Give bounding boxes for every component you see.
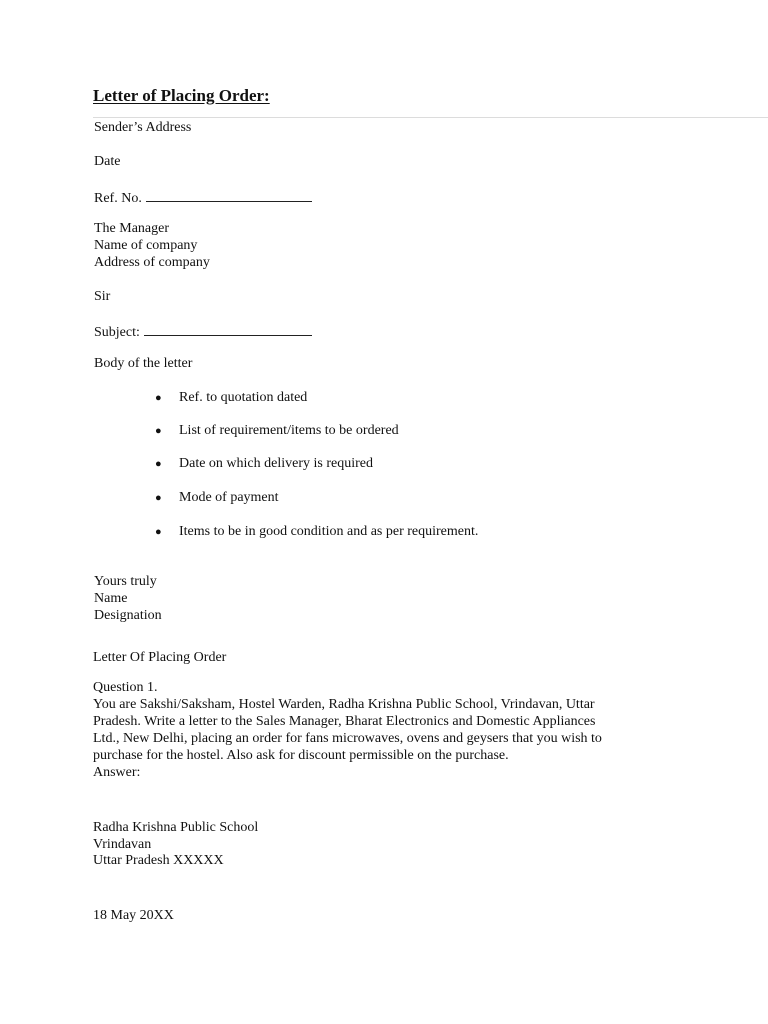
address-line-2: Vrindavan — [93, 837, 152, 852]
recipient-line-1: The Manager — [94, 221, 170, 236]
salutation: Sir — [94, 289, 111, 304]
bullet-icon: ● — [155, 458, 162, 470]
senders-address: Sender’s Address — [94, 120, 192, 135]
question-line-4: purchase for the hostel. Also ask for discount permissible on the purchase. — [93, 748, 509, 763]
header-divider — [93, 117, 768, 118]
example-heading: Letter Of Placing Order — [93, 650, 227, 665]
bullet-text: Mode of payment — [179, 490, 279, 505]
address-line-1: Radha Krishna Public School — [93, 820, 259, 835]
bullet-icon: ● — [155, 425, 162, 437]
closing-line-2: Name — [94, 591, 128, 606]
closing-line-3: Designation — [94, 608, 162, 623]
bullet-text: Items to be in good condition and as per requirement. — [179, 524, 479, 539]
question-line-1: You are Sakshi/Saksham, Hostel Warden, Radha Krishna Public School, Vrindavan, Uttar — [93, 697, 595, 712]
ref-no-blank — [146, 188, 312, 202]
subject-line — [94, 322, 312, 342]
address-line-3: Uttar Pradesh XXXXX — [93, 853, 224, 868]
bullet-icon: ● — [155, 492, 162, 504]
example-date: 18 May 20XX — [93, 908, 174, 923]
bullet-icon: ● — [155, 392, 162, 404]
question-line-3: Ltd., New Delhi, placing an order for fans microwaves, ovens and geysers that you wish to — [93, 731, 602, 746]
bullet-text: Ref. to quotation dated — [179, 390, 308, 405]
question-label: Question 1. — [93, 680, 158, 695]
document-title: Letter of Placing Order: — [93, 86, 270, 105]
recipient-line-2: Name of company — [94, 238, 198, 253]
answer-label: Answer: — [93, 765, 141, 780]
ref-no-label: Ref. No. — [94, 191, 142, 206]
date-label: Date — [94, 154, 121, 169]
body-label: Body of the letter — [94, 356, 193, 371]
question-line-2: Pradesh. Write a letter to the Sales Manager, Bharat Electronics and Domestic Appliances — [93, 714, 596, 729]
closing-line-1: Yours truly — [94, 574, 157, 589]
bullet-text: Date on which delivery is required — [179, 456, 373, 471]
ref-no-line — [94, 188, 312, 208]
subject-blank — [144, 322, 312, 336]
subject-label: Subject: — [94, 325, 140, 340]
bullet-text: List of requirement/items to be ordered — [179, 423, 399, 438]
bullet-icon: ● — [155, 526, 162, 538]
recipient-line-3: Address of company — [94, 255, 210, 270]
